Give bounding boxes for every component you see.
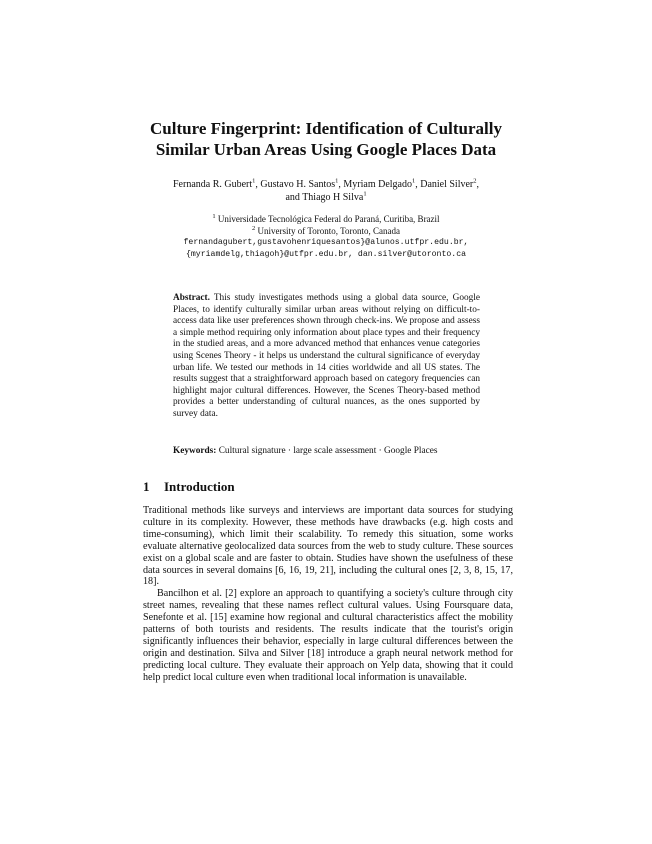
author-affiliation-mark: 1 (363, 190, 367, 198)
author-name: Myriam Delgado (343, 179, 412, 190)
author-affiliation-mark: 2 (473, 177, 477, 185)
paragraph: Traditional methods like surveys and interviews are important data sources for studying culture in its complexity. However, these methods have drawbacks (e.g. high costs and time-consuming), which limit their scalability. To remedy this situation, some works evaluate alternative geolocalized data sources from the web to study culture. These sources exist on a global scale and are faster to obtain. Studies have shown the usefulness of these data sources in several domains [6, 16, 19, 21], including the cultural ones [2, 3, 8, 15, 17, 18]. (143, 505, 513, 588)
affiliation-mark: 1 (212, 213, 216, 220)
author-affiliation-mark: 1 (335, 177, 339, 185)
affiliation-2 (140, 226, 512, 238)
section-title: Introduction (164, 479, 235, 494)
affiliation-text: University of Toronto, Toronto, Canada (257, 225, 400, 236)
paragraph: Bancilhon et al. [2] explore an approach to quantifying a society's culture through city street names, revealing that these names reflect cultural values. Using Foursquare data, Senefonte et al. [15] examine how regional and cultural characteristics affect the mobility patterns of both tourists and residents. The results indicate that the tourist's origin significantly influences their behavior, especially in large cultural differences between the origin and destination. Silva and Silver [18] introduce a graph neural network method for predicting local culture. They evaluate their approach on Yelp data, showing that it could help predict local culture even when traditional local information is unavailable. (143, 588, 513, 683)
author-list: Fernanda R. Gubert$^1$, Gustavo H. Santos$^1$, Myriam Delgado$^1$, Daniel Silver$^2$, and Thiago H Silva$^1$ (172, 177, 480, 203)
abstract-label: Abstract. (173, 293, 210, 303)
title-line-2: Similar Urban Areas Using Google Places Data (155, 140, 497, 159)
title-line-1: Culture Fingerprint: Identification of Culturally (150, 119, 502, 138)
affiliations (140, 214, 512, 260)
author-name: Daniel Silver (420, 179, 474, 190)
keywords-text: Cultural signature · large scale assessment · Google Places (218, 446, 438, 456)
abstract (173, 293, 480, 421)
keywords-label: Keywords: (173, 446, 217, 456)
section-number: 1 (143, 479, 150, 494)
paper-title (120, 118, 532, 160)
author-affiliation-mark: 1 (252, 177, 256, 185)
keywords (173, 446, 493, 458)
email-line-1: fernandagubert,gustavohenriquesantos}@alunos.utfpr.edu.br, (183, 238, 469, 247)
author-name: and Thiago H Silva (285, 192, 364, 203)
author-affiliation-mark: 1 (411, 177, 416, 185)
author-name: Fernanda R. Gubert (172, 179, 253, 190)
affiliation-text: Universidade Tecnológica Federal do Paraná, Curitiba, Brazil (217, 214, 440, 224)
abstract-text: This study investigates methods using a global data source, Google Places, to identify culturally similar urban areas without relying on difficult-to-access data like user preferences shown through check-ins. We propose and assess a simple method requiring only information about place types and their frequency in the studied areas, and a more advanced method that enhances venue categories using Scenes Theory - it helps us understand the cultural significance of everyday urban life. We tested our methods in 14 cities worldwide and all US states. The results suggest that a straightforward approach based on category frequencies can highlight major cultural differences. However, the Scenes Theory-based method provides a better understanding of cultural nuances, as the ones supported by survey data. (173, 293, 480, 419)
section-body (143, 505, 513, 684)
affiliation-1 (140, 214, 512, 226)
affiliation-mark: 2 (252, 224, 256, 232)
email-line-2: {myriamdelg,thiagoh}@utfpr.edu.br, dan.silver@utoronto.ca (185, 249, 467, 259)
section-heading (143, 479, 235, 495)
author-name: Gustavo H. Santos (260, 179, 336, 190)
